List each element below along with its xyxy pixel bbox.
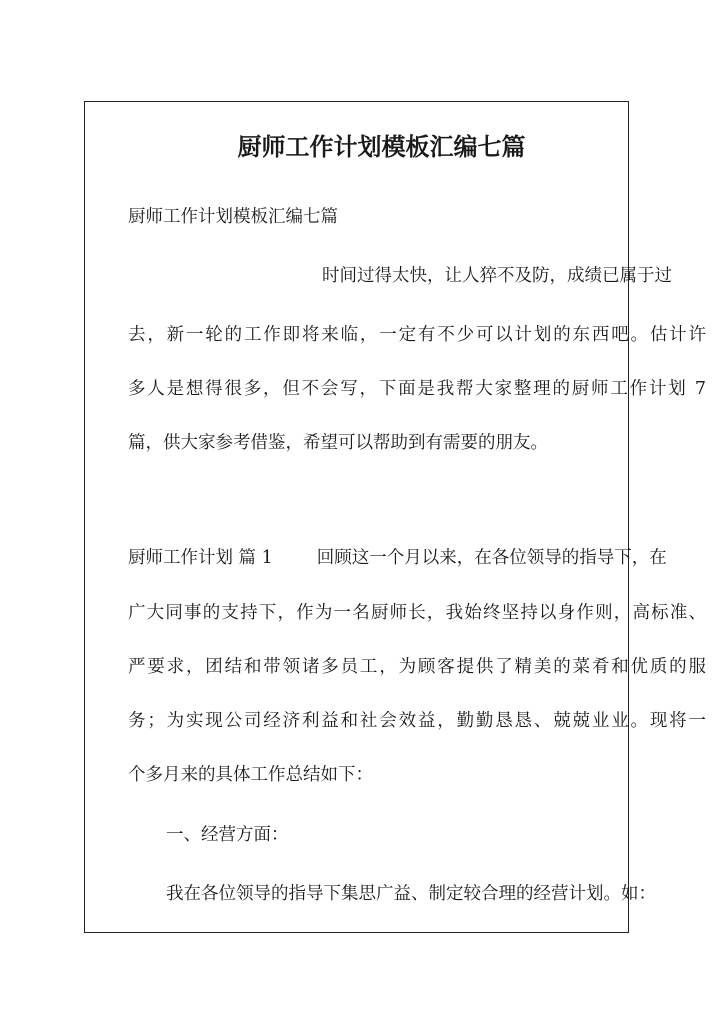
section1-first-line	[128, 546, 706, 570]
section1-line-1: 回顾这一个月以来，在各位领导的指导下，在	[316, 548, 667, 568]
section1-subheading: 一、经营方面：	[166, 825, 289, 845]
intro-line-1: 时间过得太快，让人猝不及防，成绩已属于过	[322, 266, 672, 286]
document-subtitle: 厨师工作计划模板汇编七篇	[128, 207, 338, 227]
section1-last-line: 我在各位领导的指导下集思广益、制定较合理的经营计划。如：	[166, 884, 656, 904]
section1-line-4: 务；为实现公司经济利益和社会效益，勤勤恳恳、兢兢业业。现将一	[128, 711, 706, 731]
intro-line-3: 多人是想得很多，但不会写，下面是我帮大家整理的厨师工作计划 7	[128, 379, 706, 399]
section1-heading: 厨师工作计划 篇 1	[128, 548, 273, 568]
intro-line-2: 去，新一轮的工作即将来临，一定有不少可以计划的东西吧。估计许	[128, 325, 706, 345]
section1-line-5: 个多月来的具体工作总结如下：	[128, 765, 373, 785]
section1-line-3: 严要求，团结和带领诸多员工，为顾客提供了精美的菜肴和优质的服	[128, 657, 706, 677]
section1-line-2: 广大同事的支持下，作为一名厨师长，我始终坚持以身作则，高标准、	[128, 603, 706, 623]
page-title: 厨师工作计划模板汇编七篇	[237, 132, 526, 161]
intro-line-4: 篇，供大家参考借鉴，希望可以帮助到有需要的朋友。	[128, 433, 548, 453]
